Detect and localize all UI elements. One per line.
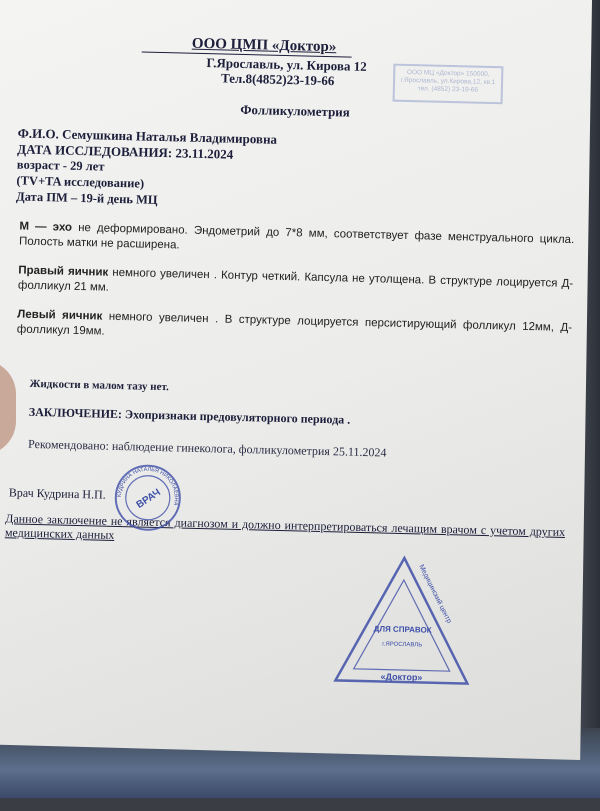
round-stamp-ring-text: КУДРИНА НАТАЛЬЯ НИКОЛАЕВНА <box>116 466 179 506</box>
finding-left-ovary-label: Левый яичник <box>17 308 103 323</box>
finding-right-ovary <box>18 264 574 308</box>
recommendation: Рекомендовано: наблюдение гинеколога, фолликулометрия 25.11.2024 <box>27 436 387 460</box>
finding-right-ovary-text: немного увеличен . Контур четкий. Капсула не утолщена. В структуре лоцируется Д-фолликул 21 мм. <box>17 266 574 294</box>
doc-title: Фолликулометрия <box>240 101 351 120</box>
triangle-clinic-stamp <box>331 552 474 690</box>
disclaimer: Данное заключение не является диагнозом и должно интерпретироваться лечащим врачом с учетом других медицинских данных <box>4 511 566 542</box>
triangle-stamp-city: г.ЯРОСЛАВЛЬ <box>382 641 423 649</box>
triangle-stamp-top: Медицинский центр <box>417 563 453 625</box>
triangle-stamp-center: ДЛЯ СПРАВОК <box>373 624 432 635</box>
finding-left-ovary-text: немного увеличен . В структуре лоцируется персистирующий фолликул 12мм, Д-фолликул 19мм. <box>16 310 573 338</box>
rect-stamp: ООО МЦ «Доктор» 150000, г.Ярославль, ул.Кирова,12, кв.1 тел. (4852) 23-19-66 <box>393 64 504 105</box>
round-doctor-stamp <box>112 462 184 534</box>
org-name: ООО ЦМП «Доктор» <box>191 35 337 56</box>
org-address: Г.Ярославль, ул. Кирова 12 <box>206 55 367 74</box>
finding-endometrium-text: не деформировано. Эндометрий до 7*8 мм, соответствует фазе менструального цикла. Полость матки не расширена. <box>18 221 575 252</box>
triangle-stamp-bottom: «Доктор» <box>380 671 423 683</box>
finding-left-ovary <box>17 308 573 352</box>
conclusion: ЗАКЛЮЧЕНИЕ: Эхопризнаки предовуляторного периода . <box>28 404 351 427</box>
doctor-signature: Врач Кудрина Н.П. <box>8 485 106 502</box>
pelvic-fluid: Жидкости в малом тазу нет. <box>29 377 169 394</box>
finding-endometrium-label: М — эхо <box>19 220 73 234</box>
org-phone: Тел.8(4852)23-19-66 <box>220 70 335 89</box>
round-stamp-center: ВРАЧ <box>134 487 163 511</box>
cycle-day: Дата ПМ – 19-й день МЦ <box>15 189 158 207</box>
patient-name: Ф.И.О. Семушкина Наталья Владимировна <box>17 125 278 147</box>
exam-method: (TV+TA исследование) <box>16 173 145 191</box>
exam-date: ДАТА ИССЛЕДОВАНИЯ: 23.11.2024 <box>17 141 234 162</box>
finding-endometrium <box>19 220 575 264</box>
finding-right-ovary-label: Правый яичник <box>18 264 109 279</box>
patient-age: возраст - 29 лет <box>16 157 105 174</box>
